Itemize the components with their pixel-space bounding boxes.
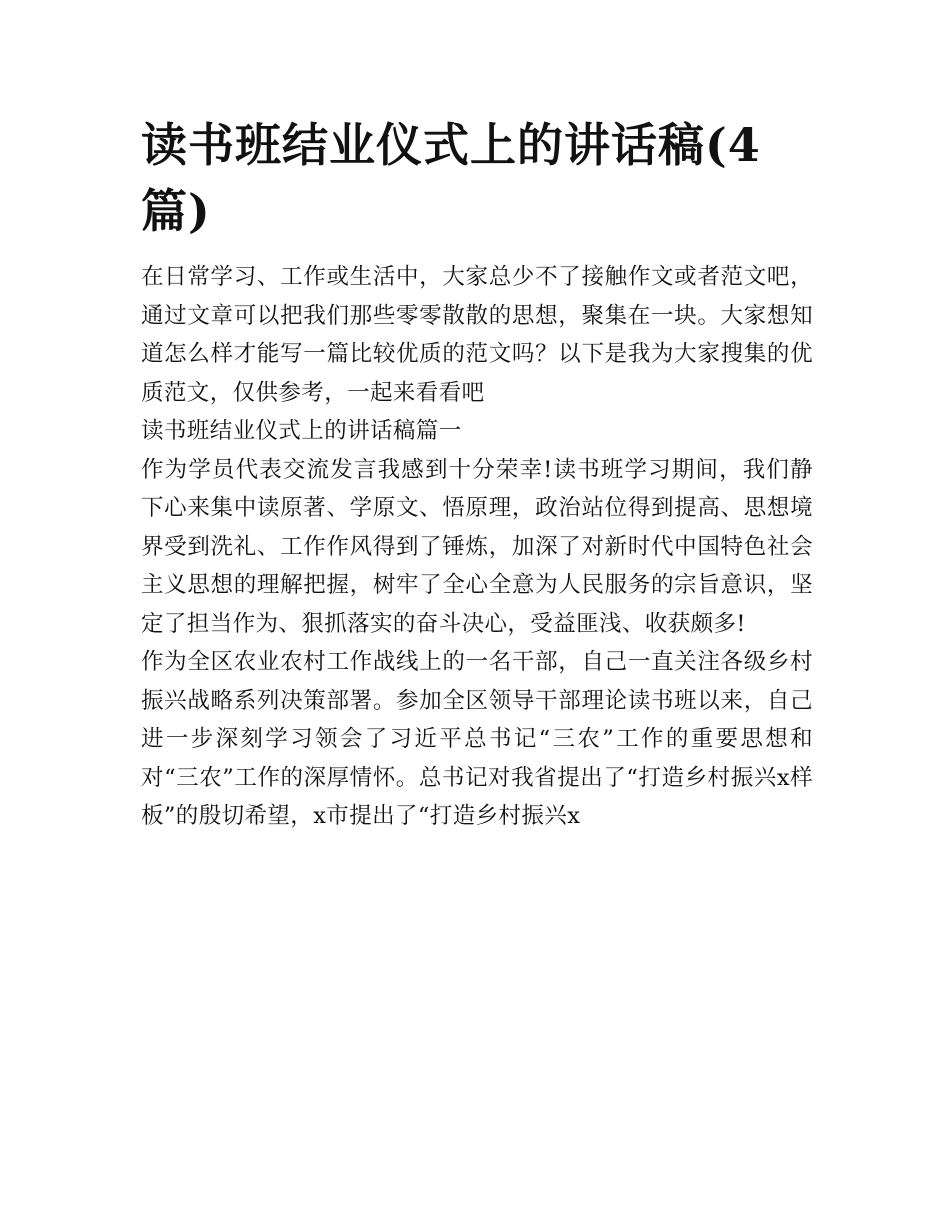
section-heading: 读书班结业仪式上的讲话稿篇一 [141, 418, 462, 444]
document-page [141, 112, 813, 836]
body-paragraph: 作为学员代表交流发言我感到十分荣幸!读书班学习期间，我们静下心来集中读原著、学原文、悟原理，政治站位得到提高、思想境界受到洗礼、工作作风得到了锤炼，加深了对新时代中国特色社会主义思想的理解把握，树牢了全心全意为人民服务的宗旨意识，坚定了担当作为、狠抓落实的奋斗决心，受益匪浅、收获颇多! [141, 456, 813, 637]
body-paragraph: 作为全区农业农村工作战线上的一名干部，自己一直关注各级乡村振兴战略系列决策部署。参加全区领导干部理论读书班以来，自己进一步深刻学习领会了习近平总书记“三农”工作的重要思想和对“三农”工作的深厚情怀。总书记对我省提出了“打造乡村振兴x样板”的殷切希望，x市提出了“打造乡村振兴x [141, 649, 813, 829]
document-title: 读书班结业仪式上的讲话稿(4篇) [141, 118, 761, 238]
intro-paragraph: 在日常学习、工作或生活中，大家总少不了接触作文或者范文吧，通过文章可以把我们那些零零散散的思想，聚集在一块。大家想知道怎么样才能写一篇比较优质的范文吗？以下是我为大家搜集的优质范文，仅供参考，一起来看看吧 [141, 264, 813, 406]
